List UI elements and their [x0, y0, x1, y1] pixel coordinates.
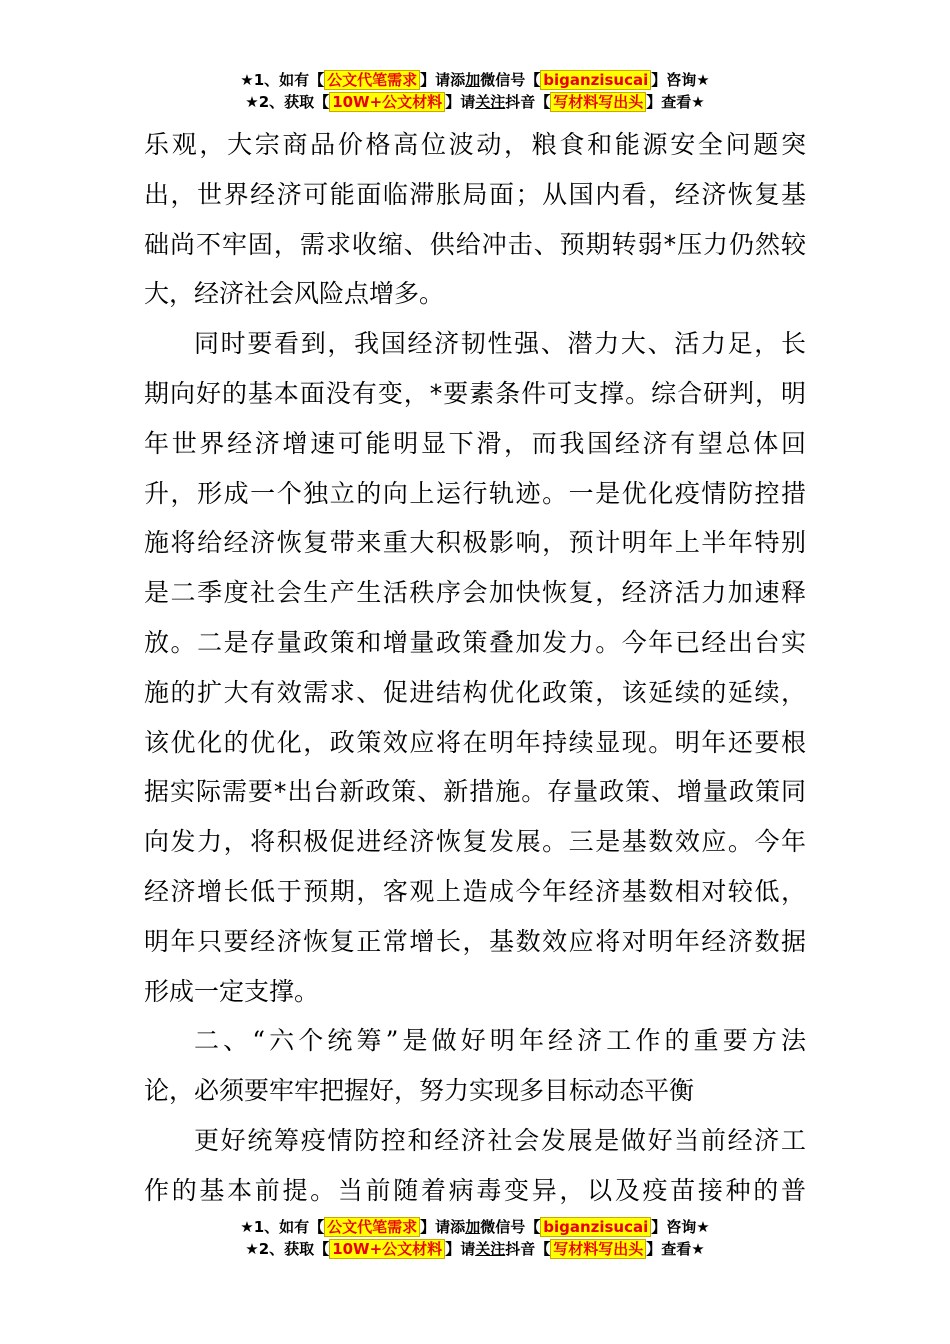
text-line: 升，形成一个独立的向上运行轨迹。一是优化疫情防控措: [144, 478, 806, 508]
banner-line-2: ★2、获取【 10W+公文材料 】请关注抖音【 写材料写出头 】查看★: [245, 1240, 705, 1258]
section-heading: 二、“六个统筹”是做好明年经济工作的重要方法: [194, 1026, 806, 1056]
text-line: 年世界经济增速可能明显下滑，而我国经济有望总体回: [144, 428, 806, 458]
banner-line-1: ★1、如有【 公文代笔需求 】请添加微信号【 biganzisucai 】咨询★: [240, 1218, 710, 1236]
highlight-service: 公文代笔需求: [324, 70, 420, 90]
text-line: 施的扩大有效需求、促进结构优化政策，该延续的延续，: [144, 677, 806, 707]
highlight-materials: 10W+公文材料: [329, 92, 445, 112]
highlight-douyin: 写材料写出头: [550, 1239, 646, 1259]
banner-line-2: ★2、获取【 10W+公文材料 】请关注抖音【 写材料写出头 】查看★: [245, 93, 705, 111]
text-line: 础尚不牢固，需求收缩、供给冲击、预期转弱*压力仍然较: [144, 229, 806, 259]
text-line: 形成一定支撑。: [144, 976, 320, 1006]
text-line: 施将给经济恢复带来重大积极影响，预计明年上半年特别: [144, 528, 806, 558]
text-line: 更好统筹疫情防控和经济社会发展是做好当前经济工: [194, 1125, 806, 1155]
text-line: 乐观，大宗商品价格高位波动，粮食和能源安全问题突: [144, 130, 806, 159]
footer-banner: [0, 1216, 950, 1260]
text-line: 放。二是存量政策和增量政策叠加发力。今年已经出台实: [144, 627, 806, 657]
text-line: 同时要看到，我国经济韧性强、潜力大、活力足，长: [194, 329, 806, 359]
text-line: 出，世界经济可能面临滞胀局面；从国内看，经济恢复基: [144, 179, 806, 209]
document-body: [144, 120, 806, 1216]
header-banner: [0, 69, 950, 113]
text-line: 明年只要经济恢复正常增长，基数效应将对明年经济数据: [144, 926, 806, 956]
text-line: 大，经济社会风险点增多。: [144, 279, 445, 309]
banner-line-1: ★1、如有【 公文代笔需求 】请添加微信号【 biganzisucai 】咨询★: [240, 71, 710, 89]
highlight-wechat-id: biganzisucai: [540, 70, 651, 90]
section-heading: 论，必须要牢牢把握好，努力实现多目标动态平衡: [144, 1076, 695, 1106]
text-line: 向发力，将积极促进经济恢复发展。三是基数效应。今年: [144, 827, 806, 857]
highlight-douyin: 写材料写出头: [550, 92, 646, 112]
highlight-materials: 10W+公文材料: [329, 1239, 445, 1259]
text-line: 据实际需要*出台新政策、新措施。存量政策、增量政策同: [144, 777, 806, 807]
text-line: 是二季度社会生产生活秩序会加快恢复，经济活力加速释: [144, 578, 806, 608]
text-line: 作的基本前提。当前随着病毒变异，以及疫苗接种的普: [144, 1175, 806, 1205]
highlight-wechat-id: biganzisucai: [540, 1217, 651, 1237]
text-line: 该优化的优化，政策效应将在明年持续显现。明年还要根: [144, 727, 806, 757]
text-line: 经济增长低于预期，客观上造成今年经济基数相对较低，: [144, 876, 806, 906]
text-line: 期向好的基本面没有变，*要素条件可支撑。综合研判，明: [144, 378, 806, 408]
highlight-service: 公文代笔需求: [324, 1217, 420, 1237]
